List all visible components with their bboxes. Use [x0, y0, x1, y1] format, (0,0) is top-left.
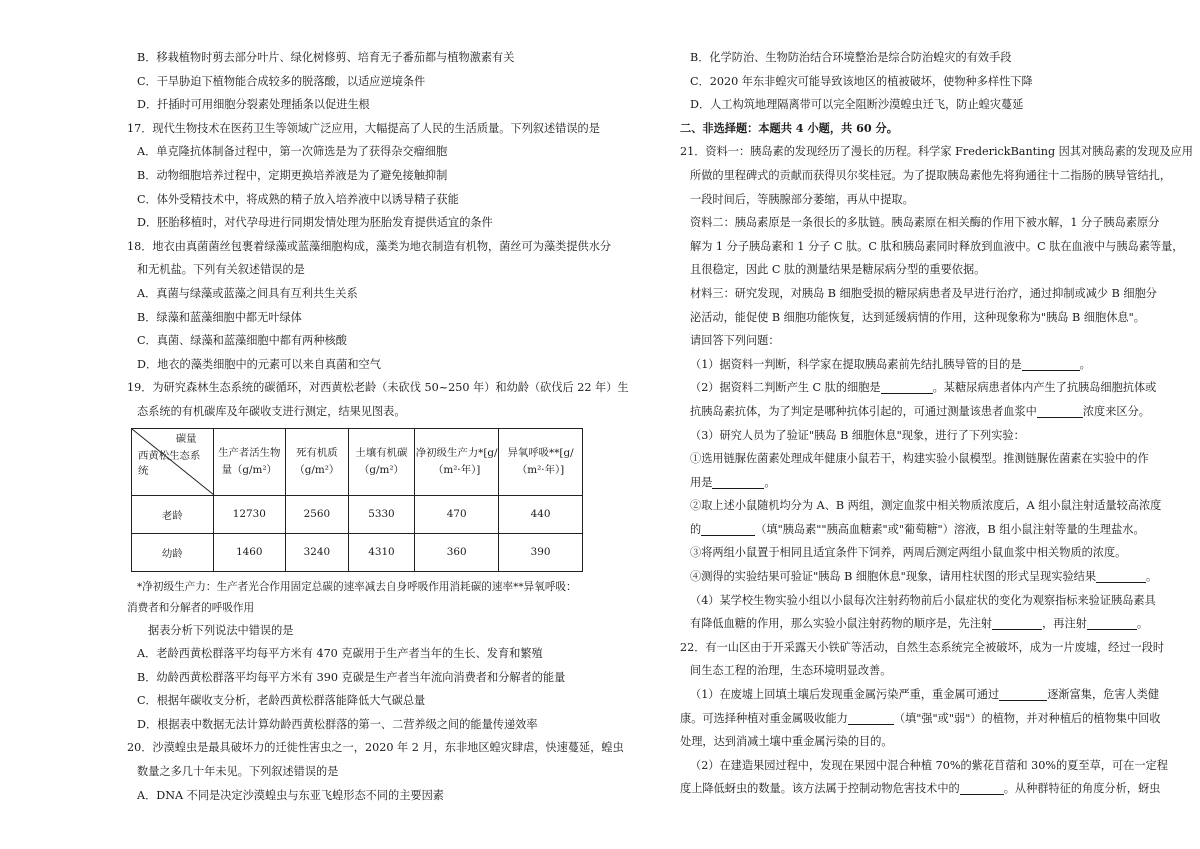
q21-part2-end: 浓度来区分。 [1082, 404, 1150, 418]
q18-stem-line2: 和无机盐。下列有关叙述错误的是 [137, 263, 305, 277]
q22-line1: 22．有一山区由于开采露天小铁矿等活动，自然生态系统完全被破坏，成为一片废墟，经过一段时 [680, 640, 1165, 654]
q21-step2-line1: ②取上述小鼠随机均分为 A、B 两组，测定血浆中相关物质浓度后，A 组小鼠注射适量较高浓度 [690, 499, 1162, 513]
q21-part1-text: （1）据资料一判断，科学家在提取胰岛素前先结扎胰导管的目的是 [690, 357, 1022, 371]
q21-step1-line2 [680, 471, 1135, 495]
q21-part1 [680, 353, 1135, 377]
q21-part2-line1 [680, 376, 1157, 400]
table-cell: 12730 [213, 495, 285, 533]
table-cell: 390 [499, 533, 583, 571]
table-row [132, 495, 583, 533]
q21-part2-text2: 抗胰岛素抗体，为了判定是哪种抗体引起的，可通过测量该患者血浆中 [690, 404, 1037, 418]
q21-part1-end: 。 [1079, 357, 1091, 371]
q20-option-d: D．人工构筑地理隔离带可以完全阻断沙漠蝗虫迁飞，防止蝗灾蔓延 [690, 98, 1024, 112]
q22-part1-text2: 康。可选择种植对重金属吸收能力 [680, 711, 848, 725]
table-cell: 2560 [286, 495, 349, 533]
table-row-label: 老龄 [132, 495, 214, 533]
q21-line3: 一段时间后，等胰腺部分萎缩，再从中提取。 [690, 192, 914, 206]
table-cell: 470 [415, 495, 499, 533]
table-header-cell: 净初级生产力*[g/（m²·年）] [415, 428, 499, 495]
q22-line2: 间生态工程的治理，生态环境明显改善。 [690, 664, 892, 678]
answer-blank[interactable] [701, 521, 755, 536]
q18-option-c: C．真菌、绿藻和蓝藻细胞中都有两种核酸 [137, 334, 347, 348]
table-cell: 440 [499, 495, 583, 533]
q21-part4-line1: （4）某学校生物实验小组以小鼠每次注射药物前后小鼠症状的变化为观察指标来验证胰岛素具 [690, 593, 1156, 607]
q21-line5: 解为 1 分子胰岛素和 1 分子 C 肽。C 肽和胰岛素同时释放到血液中。C 肽在血液中与胰岛素等量， [690, 239, 1184, 253]
q22-part2-line2 [680, 777, 1161, 801]
answer-blank[interactable] [1087, 615, 1137, 630]
table-header-cell: 死有机质（g/m²） [286, 428, 349, 495]
table-corner-cell [132, 428, 214, 495]
table-row [132, 533, 583, 571]
answer-blank[interactable] [999, 686, 1047, 701]
right-column [680, 46, 1193, 801]
q21-step2-text-cont: （填"胰岛素""胰高血糖素"或"葡萄糖"）溶液，B 组小鼠注射等量的生理盐水。 [755, 522, 1145, 536]
q19-prompt: 据表分析下列说法中错误的是 [148, 623, 294, 637]
q21-step1-line1: ①选用链脲佐菌素处理成年健康小鼠若干，构建实验小鼠模型。推测链脲佐菌素在实验中的作 [690, 452, 1149, 466]
answer-blank[interactable] [712, 474, 764, 489]
carbon-table [131, 428, 583, 572]
answer-blank[interactable] [992, 615, 1042, 630]
corner-label-top: 碳量 [175, 432, 197, 445]
q16-option-c: C．干旱胁迫下植物能合成较多的脱落酸，以适应逆境条件 [137, 74, 426, 88]
q17-option-a: A．单克隆抗体制备过程中，第一次筛选是为了获得杂交瘤细胞 [137, 145, 448, 159]
q21-line8: 泌活动，能促使 B 细胞功能恢复，达到延缓病情的作用，这种现象称为"胰岛 B 细胞休息"。 [690, 310, 1145, 324]
q21-line7: 材料三：研究发现，对胰岛 B 细胞受损的糖尿病患者及早进行治疗，通过抑制或减少 B 细胞分 [690, 286, 1157, 300]
q19-option-a: A．老龄西黄松群落平均每平方米有 470 克碳用于生产者当年的生长、发育和繁殖 [137, 647, 543, 661]
q22-part1-line3: 处理，达到消减土壤中重金属污染的目的。 [680, 735, 893, 749]
q21-part2-text-cont: 。某糖尿病患者体内产生了抗胰岛细胞抗体或 [932, 381, 1157, 395]
q18-option-b: B．绿藻和蓝藻细胞中都无叶绿体 [137, 310, 302, 324]
q22-part2-text: 度上降低蚜虫的数量。该方法属于控制动物危害技术中的 [680, 782, 960, 796]
answer-blank[interactable] [1096, 568, 1146, 583]
q21-step1-text: 用是 [690, 475, 713, 489]
table-cell: 5330 [348, 495, 415, 533]
q21-line6: 且很稳定，因此 C 肽的测量结果是糖尿病分型的重要依据。 [690, 263, 986, 277]
q19-stem-line2: 态系统的有机碳库及年碳收支进行测定，结果见图表。 [137, 404, 406, 418]
table-header-cell: 土壤有机碳（g/m²） [348, 428, 415, 495]
table-footnote-line2: 消费者和分解者的呼吸作用 [127, 601, 255, 614]
q21-part2-text: （2）据资料二判断产生 C 肽的细胞是 [690, 381, 881, 395]
table-cell: 3240 [286, 533, 349, 571]
q21-step2-text: 的 [690, 522, 702, 536]
q21-step2-line2 [680, 518, 1145, 542]
q19-option-d: D．根据表中数据无法计算幼龄西黄松群落的第一、二营养级之间的能量传递效率 [137, 717, 538, 731]
q17-stem: 17．现代生物技术在医药卫生等领域广泛应用，大幅提高了人民的生活质量。下列叙述错误的是 [127, 121, 600, 135]
q21-step4-end: 。 [1146, 570, 1158, 584]
table-header-cell: 生产者活生物量（g/m²） [213, 428, 285, 495]
q21-step1-end: 。 [764, 475, 776, 489]
q19-option-b: B．幼龄西黄松群落平均每平方米有 390 克碳是生产者当年流向消费者和分解者的能量 [137, 670, 566, 684]
q16-option-d: D．扦插时可用细胞分裂素处理插条以促进生根 [137, 98, 370, 112]
q21-part3: （3）研究人员为了验证"胰岛 B 细胞休息"现象，进行了下列实验： [690, 428, 1025, 442]
q22-part1-line1 [680, 683, 1160, 707]
q18-option-a: A．真菌与绿藻或蓝藻之间具有互利共生关系 [137, 286, 358, 300]
q22-part2-text-cont: 。从种群特征的角度分析，蚜虫 [1003, 782, 1161, 796]
q21-part4-end: 。 [1136, 617, 1149, 631]
table-row-label: 幼龄 [132, 533, 214, 571]
q17-option-b: B．动物细胞培养过程中，定期更换培养液是为了避免接触抑制 [137, 168, 448, 182]
corner-label-bottom: 西黄松生态系统 [138, 449, 201, 477]
q22-part1-line2 [680, 707, 1161, 731]
table-header-cell: 异氧呼吸**[g/（m²·年）] [499, 428, 583, 495]
answer-blank[interactable] [1037, 403, 1083, 418]
left-column [127, 46, 629, 807]
q21-line1: 21．资料一：胰岛素的发现经历了漫长的历程。科学家 FrederickBanting 因其对胰岛素的发现及应用 [680, 145, 1193, 159]
q22-part1-text: （1）在废墟上回填土壤后发现重金属污染严重，重金属可通过 [690, 688, 1000, 702]
answer-blank[interactable] [881, 379, 933, 394]
q19-stem-line1: 19．为研究森林生态系统的碳循环，对西黄松老龄（未砍伐 50~250 年）和幼龄（砍伐后 22 年）生 [127, 381, 629, 395]
table-footnote-line1: *净初级生产力：生产者光合作用固定总碳的速率减去自身呼吸作用消耗碳的速率**异氧呼吸： [137, 580, 577, 593]
q19-option-c: C．根据年碳收支分析，老龄西黄松群落能降低大气碳总量 [137, 694, 426, 708]
q21-part4-text: 有降低血糖的作用，那么实验小鼠注射药物的顺序是，先注射 [690, 617, 993, 631]
table-cell: 360 [415, 533, 499, 571]
q22-part1-text2-cont: （填"强"或"弱"）的植物，并对种植后的植物集中回收 [893, 711, 1161, 725]
answer-blank[interactable] [960, 780, 1004, 795]
q21-line2: 所做的里程碑式的贡献而获得贝尔奖桂冠。为了提取胰岛素他先将狗通往十二指肠的胰导管结扎， [690, 168, 1172, 182]
q21-step4 [680, 565, 1158, 589]
q22-part2-line1: （2）在建造果园过程中，发现在果园中混合种植 70%的紫花苜蓿和 30%的夏至草，可在一定程 [690, 758, 1168, 772]
q20-option-c: C．2020 年东非蝗灾可能导致该地区的植被破坏，使物种多样性下降 [690, 74, 1033, 88]
q21-part2-line2 [680, 400, 1150, 424]
q17-option-c: C．体外受精技术中，将成熟的精子放入培养液中以诱导精子获能 [137, 192, 459, 206]
q20-stem-line2: 数量之多几十年未见。下列叙述错误的是 [137, 765, 339, 779]
q17-option-d: D．胚胎移植时，对代孕母进行同期发情处理为胚胎发育提供适宜的条件 [137, 216, 493, 230]
table-cell: 1460 [213, 533, 285, 571]
table-cell: 4310 [348, 533, 415, 571]
answer-blank[interactable] [848, 710, 894, 725]
q21-line9: 请回答下列问题： [690, 334, 780, 348]
q18-option-d: D．地衣的藻类细胞中的元素可以来自真菌和空气 [137, 357, 381, 371]
answer-blank[interactable] [1022, 356, 1080, 371]
carbon-table-header-row [132, 428, 583, 495]
q20-stem-line1: 20．沙漠蝗虫是最具破坏力的迁徙性害虫之一，2020 年 2 月，东非地区蝗灾肆虐，快速蔓延，蝗虫 [127, 741, 624, 755]
q18-stem-line1: 18．地衣由真菌菌丝包裹着绿藻或蓝藻细胞构成，藻类为地衣制造有机物，菌丝可为藻类提供水分 [127, 239, 612, 253]
q21-part4-line2 [680, 612, 1149, 636]
q16-option-b: B．移栽植物时剪去部分叶片、绿化树修剪、培育无子番茄都与植物激素有关 [137, 51, 515, 64]
q21-part4-text-cont: ，再注射 [1042, 617, 1087, 631]
q22-part1-text-cont: 逐渐富集，危害人类健 [1047, 688, 1160, 702]
section-heading: 二、非选择题：本题共 4 小题，共 60 分。 [680, 120, 898, 135]
q20-option-a: A．DNA 不同是决定沙漠蝗虫与东亚飞蝗形态不同的主要因素 [137, 788, 444, 802]
q21-step4-text: ④测得的实验结果可验证"胰岛 B 细胞休息"现象，请用柱状图的形式呈现实验结果 [690, 570, 1097, 584]
q21-step3: ③将两组小鼠置于相同且适宜条件下饲养，两周后测定两组小鼠血浆中相关物质的浓度。 [690, 546, 1127, 560]
q20-option-b: B．化学防治、生物防治结合环境整治是综合防治蝗灾的有效手段 [690, 51, 1012, 64]
q21-line4: 资料二：胰岛素原是一条很长的多肽链。胰岛素原在相关酶的作用下被水解，1 分子胰岛素原分 [690, 216, 1160, 230]
